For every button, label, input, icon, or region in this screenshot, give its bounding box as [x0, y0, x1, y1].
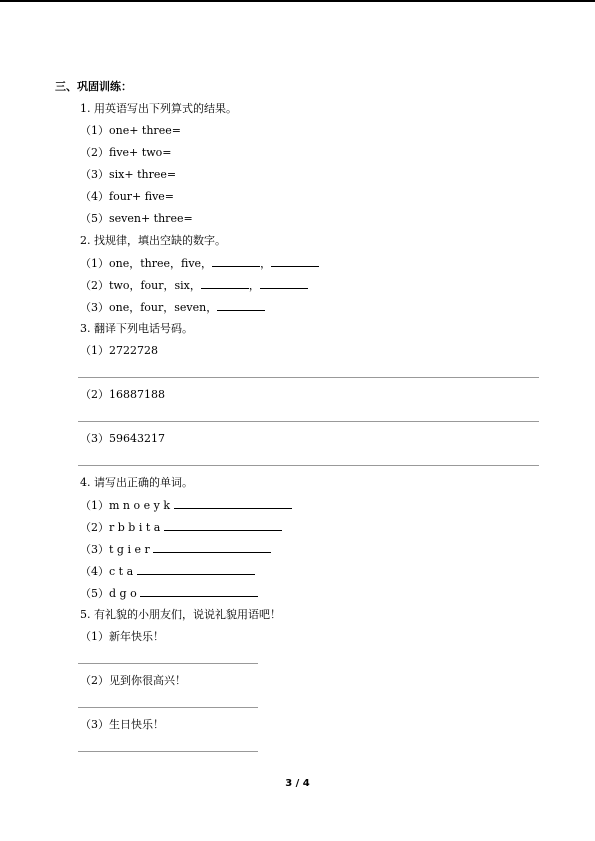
- q5-title: 5. 有礼貌的小朋友们，说说礼貌用语吧！: [80, 608, 281, 621]
- q2-item: [80, 300, 265, 315]
- answer-line[interactable]: [78, 751, 258, 752]
- answer-line[interactable]: [78, 707, 258, 708]
- answer-blank[interactable]: [140, 586, 258, 597]
- q3-item: （2）16887188: [80, 388, 165, 401]
- q1-title: 1. 用英语写出下列算式的结果。: [80, 102, 237, 115]
- q3-item: （1）2722728: [80, 344, 158, 357]
- q4-item-text: （4）c t a: [80, 565, 134, 578]
- answer-blank[interactable]: [260, 278, 308, 289]
- q4-item-text: （3）t g i e r: [80, 543, 150, 556]
- separator: ，: [260, 257, 272, 270]
- q5-item: （2）见到你很高兴！: [80, 674, 186, 687]
- answer-line[interactable]: [78, 465, 539, 466]
- q4-title: 4. 请写出正确的单词。: [80, 476, 193, 489]
- q2-item-text: （2）two，four，six，: [80, 279, 201, 292]
- q4-item: [80, 542, 271, 557]
- page-number: 3 / 4: [285, 778, 310, 789]
- q5-item: （1）新年快乐！: [80, 630, 164, 643]
- q1-item: （5）seven+ three=: [80, 212, 193, 225]
- q5-item: （3）生日快乐！: [80, 718, 164, 731]
- q1-item: （1）one+ three=: [80, 124, 181, 137]
- q4-item-text: （2）r b b i t a: [80, 521, 161, 534]
- q2-item-text: （3）one，four，seven，: [80, 301, 218, 314]
- q2-item-text: （1）one，three，five，: [80, 257, 213, 270]
- answer-blank[interactable]: [137, 564, 255, 575]
- q2-item: [80, 278, 308, 293]
- top-border: [0, 0, 595, 2]
- answer-blank[interactable]: [164, 520, 282, 531]
- answer-blank[interactable]: [217, 300, 265, 311]
- q2-item: [80, 256, 319, 271]
- answer-line[interactable]: [78, 377, 539, 378]
- q4-item: [80, 586, 258, 601]
- q4-item-text: （1）m n o e y k: [80, 499, 171, 512]
- answer-blank[interactable]: [153, 542, 271, 553]
- answer-blank[interactable]: [174, 498, 292, 509]
- q3-item: （3）59643217: [80, 432, 165, 445]
- q4-item: [80, 498, 292, 513]
- answer-blank[interactable]: [212, 256, 260, 267]
- q1-item: （3）six+ three=: [80, 168, 177, 181]
- q1-item: （4）four+ five=: [80, 190, 175, 203]
- q4-item-text: （5）d g o: [80, 587, 137, 600]
- q4-item: [80, 520, 282, 535]
- q3-title: 3. 翻译下列电话号码。: [80, 322, 193, 335]
- q4-item: [80, 564, 255, 579]
- separator: ，: [248, 279, 260, 292]
- q1-item: （2）five+ two=: [80, 146, 172, 159]
- answer-line[interactable]: [78, 421, 539, 422]
- q2-title: 2. 找规律，填出空缺的数字。: [80, 234, 226, 247]
- answer-blank[interactable]: [201, 278, 249, 289]
- answer-line[interactable]: [78, 663, 258, 664]
- answer-blank[interactable]: [271, 256, 319, 267]
- section-title: 三、巩固训练：: [55, 80, 132, 93]
